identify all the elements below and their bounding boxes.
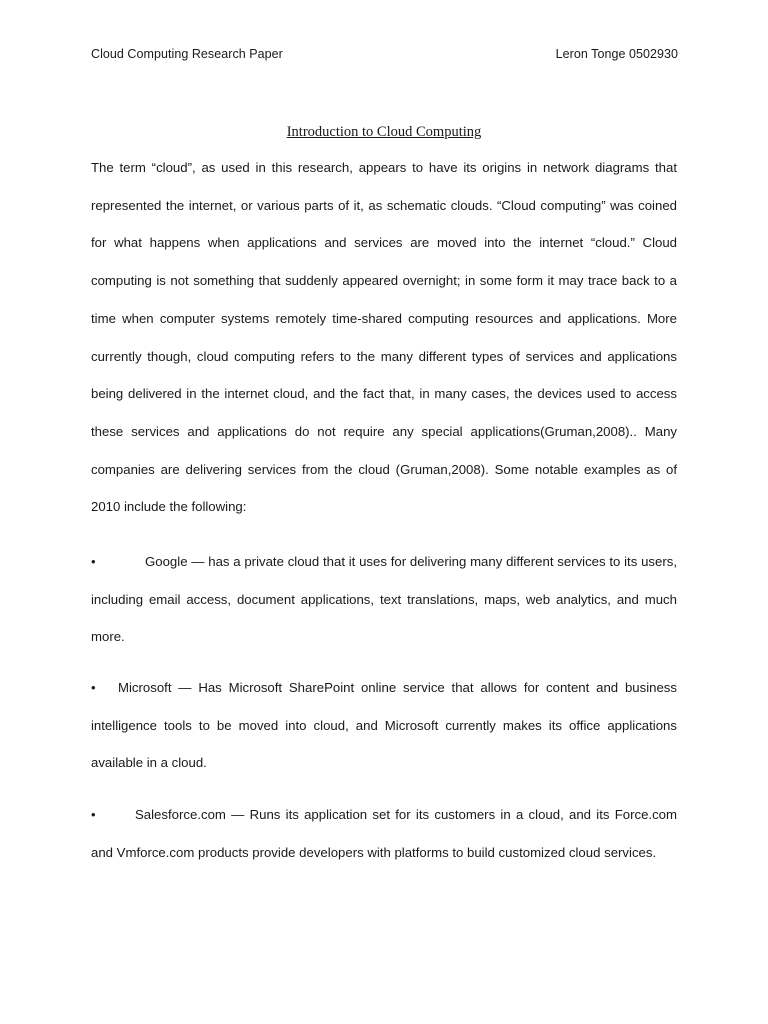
header-author-id: Leron Tonge 0502930 xyxy=(555,47,678,61)
page-header xyxy=(91,47,678,61)
intro-paragraph: The term “cloud”, as used in this research, appears to have its origins in network diagrams that represented the internet, or various parts of it, as schematic clouds. “Cloud computing” was coined for what happens when applications and services are moved into the internet “cloud.” Cloud computing is not something that suddenly appeared overnight; in some form it may trace back to a time when computer systems remotely time-shared computing resources and applications. More currently though, cloud computing refers to the many different types of services and applications being delivered in the internet cloud, and the fact that, in many cases, the devices used to access these services and applications do not require any special applications(Gruman,2008).. Many companies are delivering services from the cloud (Gruman,2008). Some notable examples as of 2010 include the following: xyxy=(91,160,677,515)
bullet-text: Salesforce.com — Runs its application set for its customers in a cloud, and its Force.com and Vmforce.com products provide developers with platforms to build customized cloud services. xyxy=(91,807,677,860)
bullet-item-microsoft xyxy=(91,669,677,782)
bullet-symbol: • xyxy=(91,807,96,822)
bullet-text: Microsoft — Has Microsoft SharePoint online service that allows for content and business intelligence tools to be moved into cloud, and Microsoft currently makes its office applications available in a cloud. xyxy=(91,680,677,771)
bullet-item-google xyxy=(91,543,677,656)
section-title: Introduction to Cloud Computing xyxy=(286,124,482,140)
bullet-text: Google — has a private cloud that it uses for delivering many different services to its users, including email access, document applications, text translations, maps, web analytics, and much more. xyxy=(91,554,677,645)
bullet-symbol: • xyxy=(91,680,96,695)
header-paper-title: Cloud Computing Research Paper xyxy=(91,47,283,61)
bullet-symbol: • xyxy=(91,554,96,569)
bullet-item-salesforce xyxy=(91,796,677,871)
